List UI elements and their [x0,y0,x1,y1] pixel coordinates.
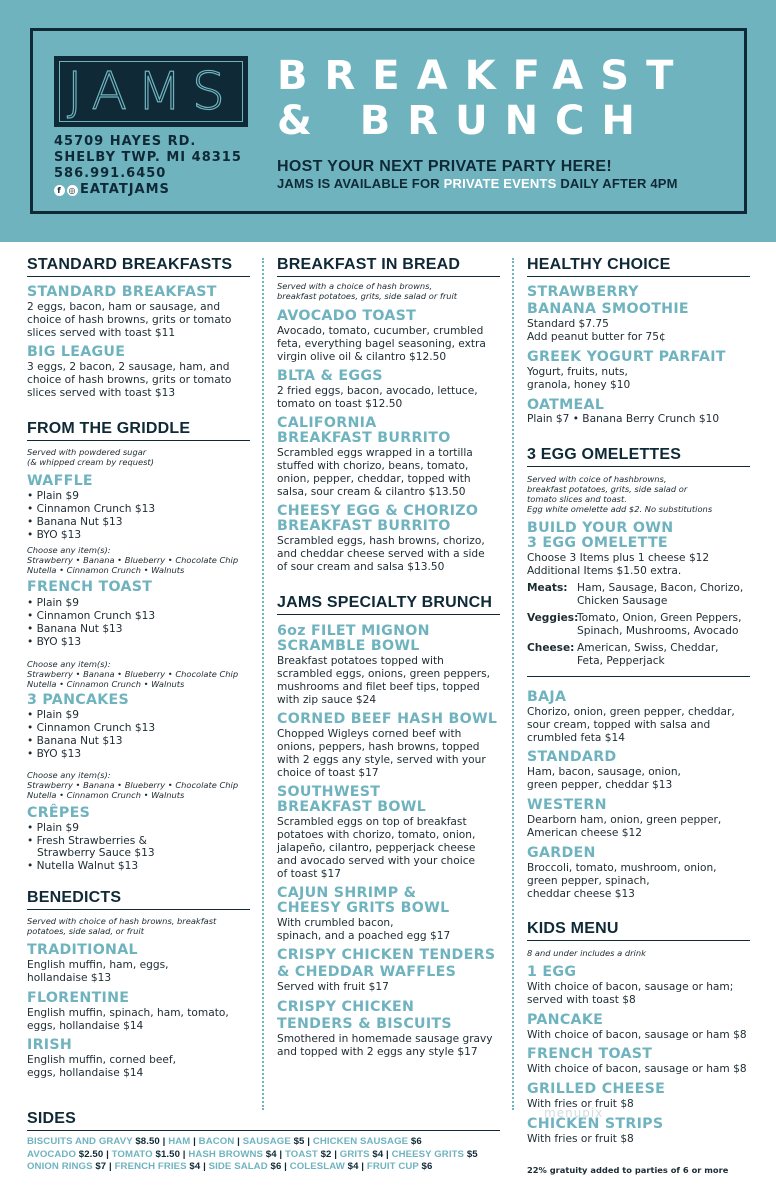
separator: | [180,1148,189,1160]
sides-row [27,1149,500,1162]
section-sides [27,1110,500,1174]
separator: | [276,1148,285,1160]
side-item-name: SIDE SALAD [208,1161,268,1172]
side-item-name: BISCUITS AND GRAVY [27,1136,133,1147]
side-item-price: $7 [92,1161,107,1172]
address-line-1: 45709 HAYES RD. [54,134,197,149]
side-item-price: $4 [369,1148,384,1160]
side-item-name: ONION RINGS [27,1161,93,1172]
side-item-name: TOAST [284,1148,318,1160]
side-item-price: $6 [418,1161,433,1172]
item-traditional: TRADITIONAL [27,942,138,958]
section-healthy-choice: HEALTHY CHOICE [527,256,750,277]
side-item-price: $1.50 [152,1148,181,1160]
side-item-name: CHEESY GRITS [391,1148,465,1160]
item-french-toast: FRENCH TOAST [27,579,153,595]
item-irish: IRISH [27,1037,73,1053]
item-kids-chicken-strips: CHICKEN STRIPS [527,1116,664,1132]
side-item-name: FRENCH FRIES [114,1161,187,1172]
side-item-name: HAM [168,1136,191,1147]
section-3-egg-omelettes: 3 EGG OMELETTES [527,446,750,467]
divider [527,676,750,677]
item-florentine: FLORENTINE [27,990,130,1006]
item-cajun-shrimp-grits: CAJUN SHRIMP & [277,885,417,901]
side-item-price: $6 [267,1161,282,1172]
side-item-price: $6 [408,1136,422,1147]
item-chicken-tenders-waffles: CRISPY CHICKEN TENDERS [277,947,496,963]
item-baja: BAJA [527,689,567,705]
separator: | [159,1136,169,1147]
contact-info [54,134,242,198]
side-item-price: $4 [186,1161,201,1172]
side-item-price: $5 [464,1148,478,1160]
logo-text: JAMS [67,61,235,122]
side-item-name: COLESLAW [289,1161,345,1172]
item-corned-beef-hash-bowl: CORNED BEEF HASH BOWL [277,711,498,727]
item-oatmeal: OATMEAL [527,397,605,413]
item-blta-eggs: BLTA & EGGS [277,368,383,384]
item-chicken-tenders-biscuits: CRISPY CHICKEN [277,999,415,1015]
item-western: WESTERN [527,797,607,813]
separator: | [281,1161,290,1172]
separator: | [234,1136,243,1147]
veggies-options: Veggies: Tomato, Onion, Green Peppers, Spinach, Mushrooms, Avocado [527,612,742,637]
cheese-options: Cheese: American, Swiss, Cheddar, Feta, Pepperjack [527,642,719,667]
item-waffle: WAFFLE [27,473,93,489]
social-row [54,182,242,198]
side-item-name: TOMATO [111,1148,153,1160]
item-filet-mignon-bowl: 6oz FILET MIGNON [277,623,430,639]
facebook-icon: f [54,185,65,196]
column-divider [512,258,514,1110]
private-party-promo: HOST YOUR NEXT PRIVATE PARTY HERE! JAMS IS AVAILABLE FOR PRIVATE EVENTS DAILY AFTER 4PM [277,158,678,191]
section-breakfast-in-bread: BREAKFAST IN BREAD [277,256,500,277]
jams-logo [54,56,248,127]
phone-number: 586.991.6450 [54,166,167,181]
separator: | [304,1136,313,1147]
side-item-price: $5 [290,1136,305,1147]
page-title: BREAKFAST & BRUNCH [277,53,691,144]
section-benedicts: BENEDICTS [27,889,250,910]
side-item-name: CHICKEN SAUSAGE [312,1136,409,1147]
side-item-price: $2.50 [76,1148,104,1160]
address-line-2: SHELBY TWP. MI 48315 [54,150,242,165]
item-southwest-breakfast-bowl: SOUTHWEST [277,784,381,800]
side-item-name: SAUSAGE [242,1136,291,1147]
item-big-league: BIG LEAGUE [27,344,126,360]
item-kids-grilled-cheese: GRILLED CHEESE [527,1081,666,1097]
side-item-name: BACON [198,1136,235,1147]
header-banner [0,0,776,242]
item-crepes: CRÊPES [27,805,91,821]
separator: | [106,1161,115,1172]
item-strawberry-banana-smoothie: STRAWBERRY [527,284,639,300]
social-handle: EATATJAMS [80,182,170,197]
item-greek-yogurt-parfait: GREEK YOGURT PARFAIT [527,349,726,365]
side-item-name: GRITS [339,1148,370,1160]
side-item-name: HASH BROWNS [188,1148,264,1160]
gratuity-note: 22% gratuity added to parties of 6 or more [527,1165,729,1175]
side-item-price: $4 [344,1161,359,1172]
item-kids-french-toast: FRENCH TOAST [527,1046,653,1062]
sides-row [27,1161,500,1174]
side-item-name: AVOCADO [27,1148,77,1160]
separator: | [358,1161,367,1172]
side-item-price: $4 [263,1148,277,1160]
item-build-your-own-omelette: BUILD YOUR OWN [527,520,674,536]
item-garden: GARDEN [527,845,596,861]
separator: | [190,1136,199,1147]
item-california-burrito: CALIFORNIA [277,415,377,431]
separator: | [200,1161,209,1172]
item-kids-pancake: PANCAKE [527,1012,604,1028]
side-item-price: $8.50 [132,1136,160,1147]
sides-title: SIDES [27,1110,500,1131]
separator: | [331,1148,340,1160]
side-item-name: FRUIT CUP [366,1161,419,1172]
item-standard-breakfast: STANDARD BREAKFAST [27,284,217,300]
sides-row [27,1136,500,1149]
item-3-pancakes: 3 PANCAKES [27,692,130,708]
side-item-price: $2 [317,1148,332,1160]
meats-options: Meats: Ham, Sausage, Bacon, Chorizo, Chicken Sausage [527,582,744,607]
separator: | [383,1148,392,1160]
section-jams-specialty-brunch: JAMS SPECIALTY BRUNCH [277,594,500,615]
item-avocado-toast: AVOCADO TOAST [277,308,417,324]
item-kids-1-egg: 1 EGG [527,964,577,980]
section-from-the-griddle: FROM THE GRIDDLE [27,420,250,441]
watermark: menupix [544,1106,604,1120]
separator: | [103,1148,112,1160]
instagram-icon: ◎ [68,185,77,195]
item-standard-omelette: STANDARD [527,749,617,765]
section-standard-breakfasts: STANDARD BREAKFASTS [27,256,250,277]
column-divider [262,258,264,1110]
item-cheesy-egg-chorizo-burrito: CHEESY EGG & CHORIZO [277,503,479,519]
section-kids-menu: KIDS MENU [527,920,750,941]
